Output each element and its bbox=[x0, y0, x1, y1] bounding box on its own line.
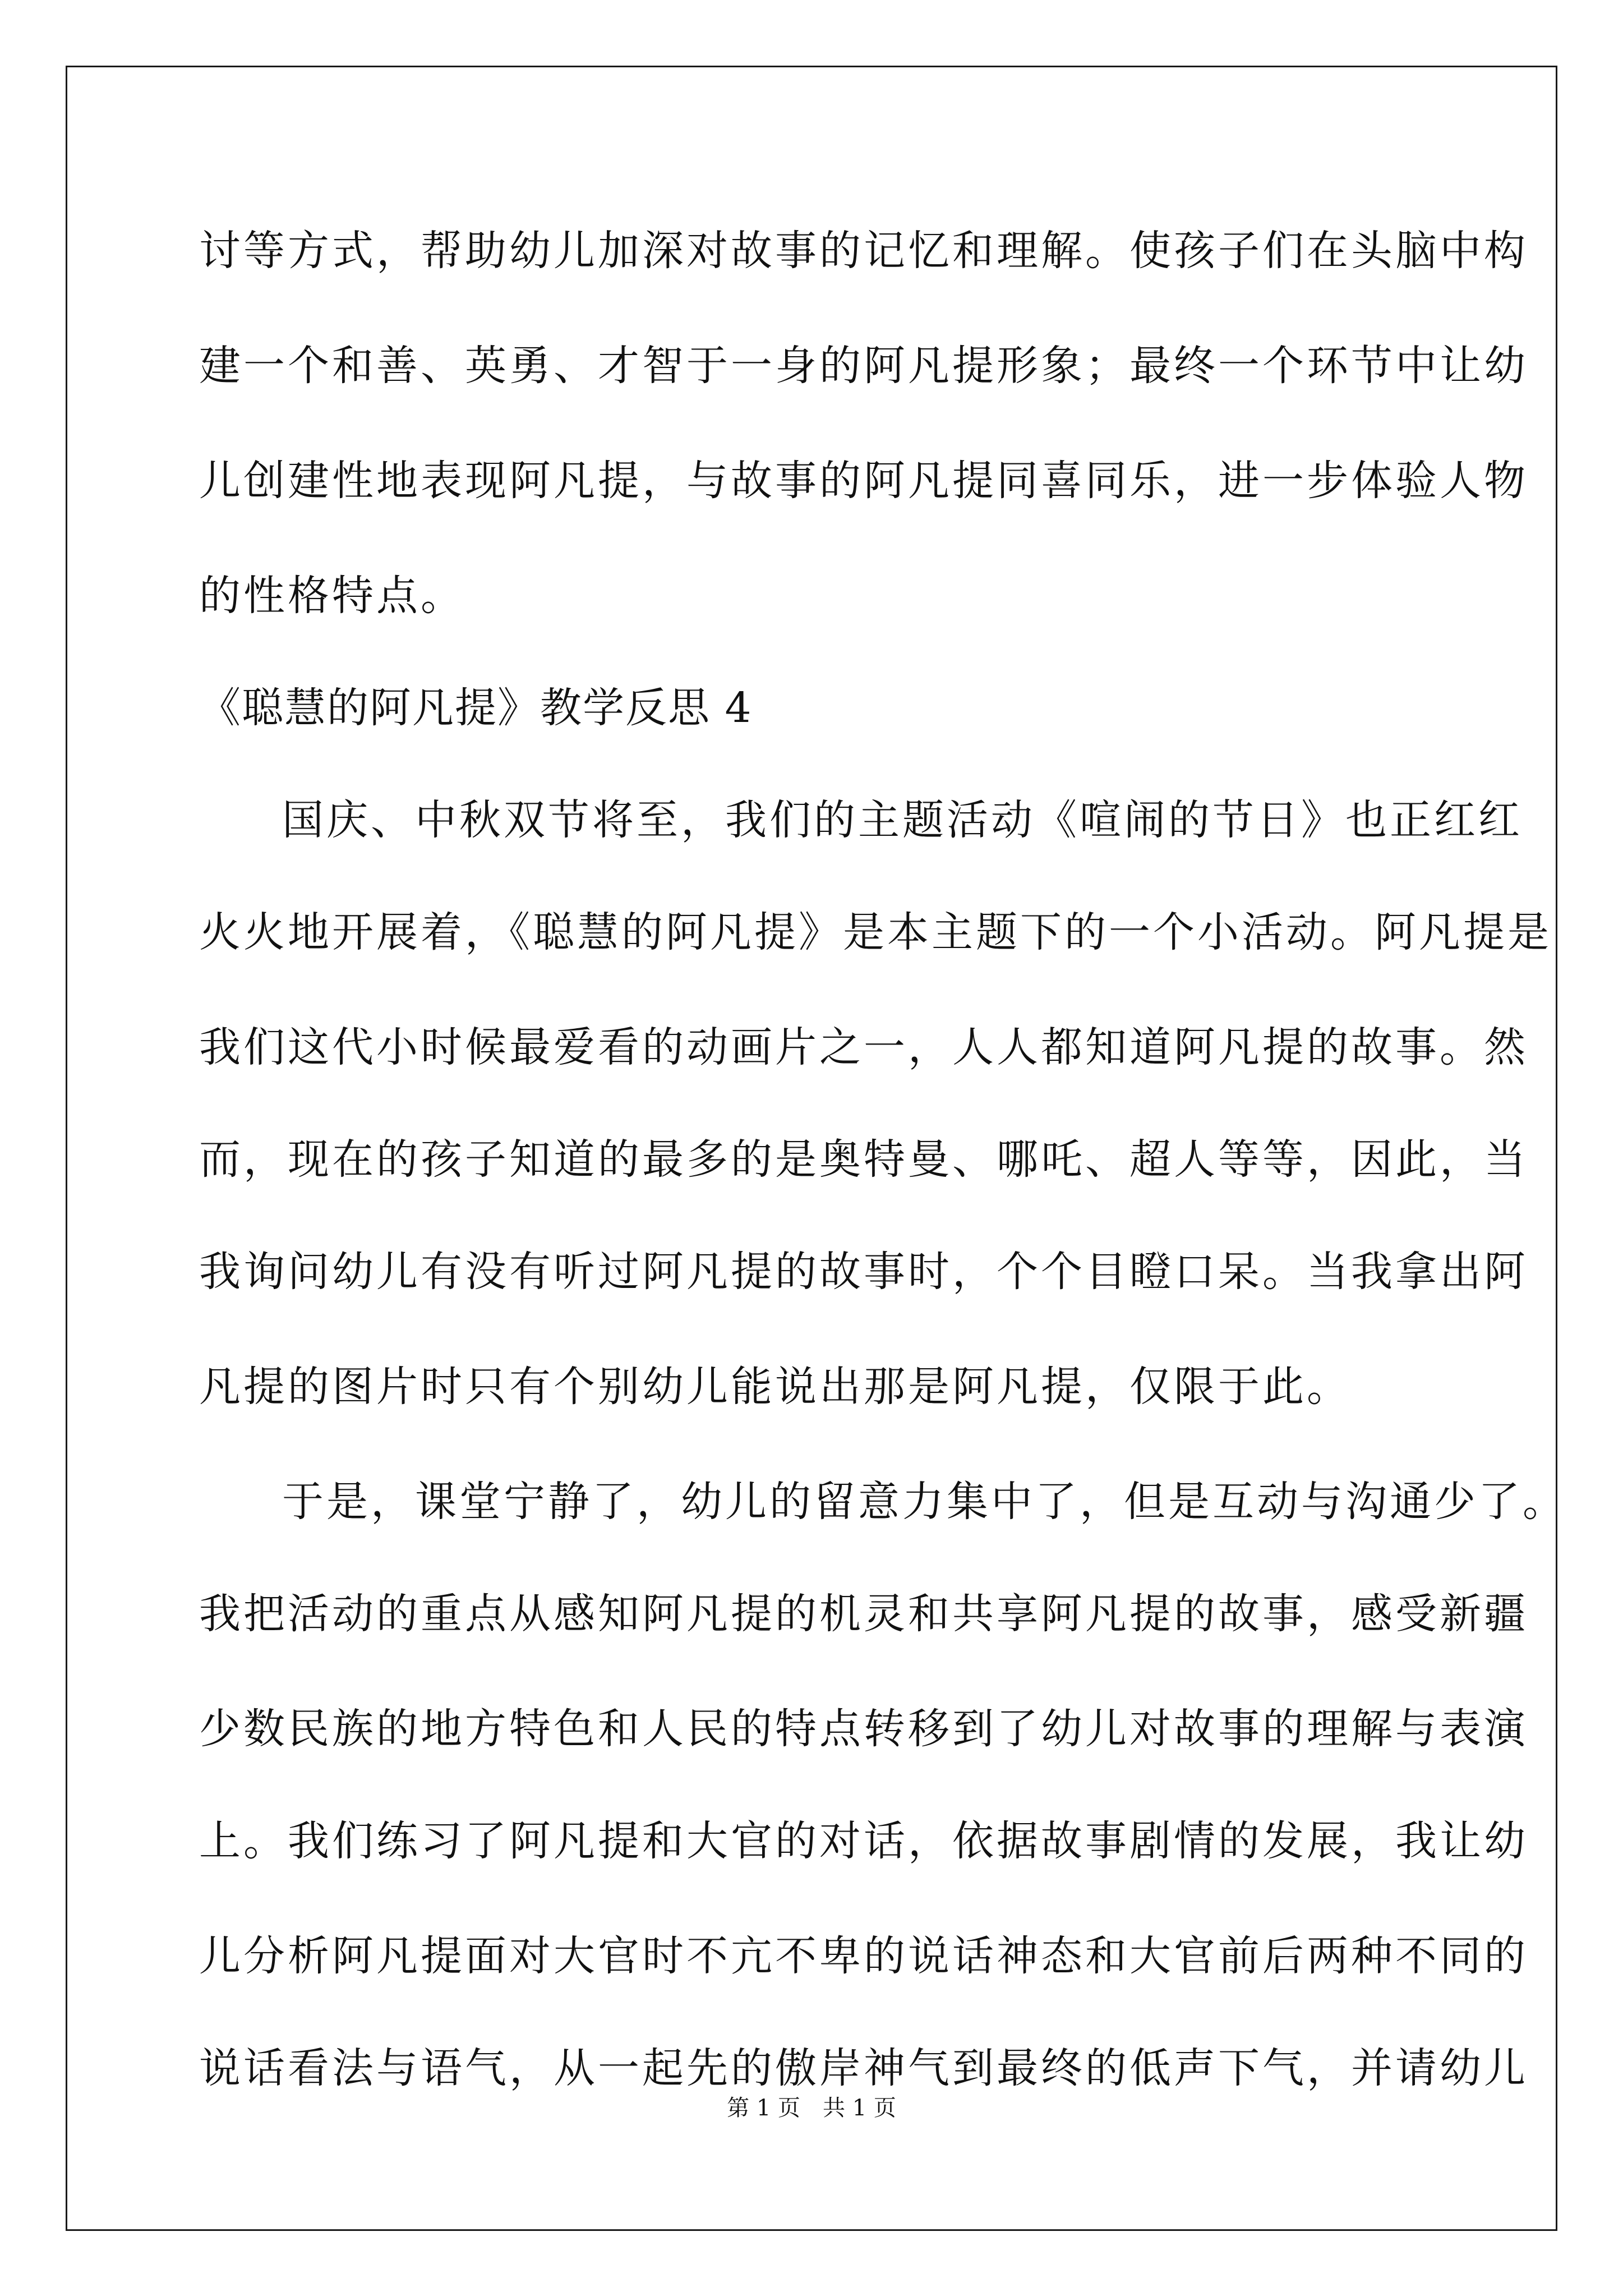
paragraph-line: 我询问幼儿有没有听过阿凡提的故事时，个个目瞪口呆。当我拿出阿 bbox=[199, 1248, 1528, 1296]
paragraph-line: 建一个和善、英勇、才智于一身的阿凡提形象；最终一个环节中让幼 bbox=[199, 342, 1528, 390]
paragraph-line: 上。我们练习了阿凡提和大官的对话，依据故事剧情的发展，我让幼 bbox=[199, 1817, 1528, 1865]
paragraph-line: 于是，课堂宁静了，幼儿的留意力集中了，但是互动与沟通少了。 bbox=[282, 1478, 1567, 1526]
paragraph-line: 我们这代小时候最爱看的动画片之一，人人都知道阿凡提的故事。然 bbox=[199, 1023, 1528, 1071]
paragraph-line: 儿分析阿凡提面对大官时不亢不卑的说话神态和大官前后两种不同的 bbox=[199, 1932, 1528, 1980]
paragraph-line: 而，现在的孩子知道的最多的是奥特曼、哪吒、超人等等，因此，当 bbox=[199, 1135, 1528, 1184]
paragraph-line: 我把活动的重点从感知阿凡提的机灵和共享阿凡提的故事，感受新疆 bbox=[199, 1590, 1528, 1638]
page-footer: 第 1 页 共 1 页 bbox=[727, 2095, 896, 2121]
paragraph-line: 火火地开展着，《聪慧的阿凡提》是本主题下的一个小活动。阿凡提是 bbox=[199, 908, 1552, 956]
section-heading: 《聪慧的阿凡提》教学反思 4 bbox=[199, 684, 753, 732]
paragraph-line: 说话看法与语气，从一起先的傲岸神气到最终的低声下气，并请幼儿 bbox=[199, 2044, 1528, 2092]
paragraph-line: 讨等方式，帮助幼儿加深对故事的记忆和理解。使孩子们在头脑中构 bbox=[199, 227, 1528, 275]
paragraph-line: 的性格特点。 bbox=[199, 572, 465, 620]
paragraph-line: 凡提的图片时只有个别幼儿能说出那是阿凡提，仅限于此。 bbox=[199, 1363, 1351, 1411]
paragraph-line: 少数民族的地方特色和人民的特点转移到了幼儿对故事的理解与表演 bbox=[199, 1705, 1528, 1753]
paragraph-line: 儿创建性地表现阿凡提，与故事的阿凡提同喜同乐，进一步体验人物 bbox=[199, 457, 1528, 505]
paragraph-line: 国庆、中秋双节将至，我们的主题活动《喧闹的节日》也正红红 bbox=[282, 796, 1523, 844]
